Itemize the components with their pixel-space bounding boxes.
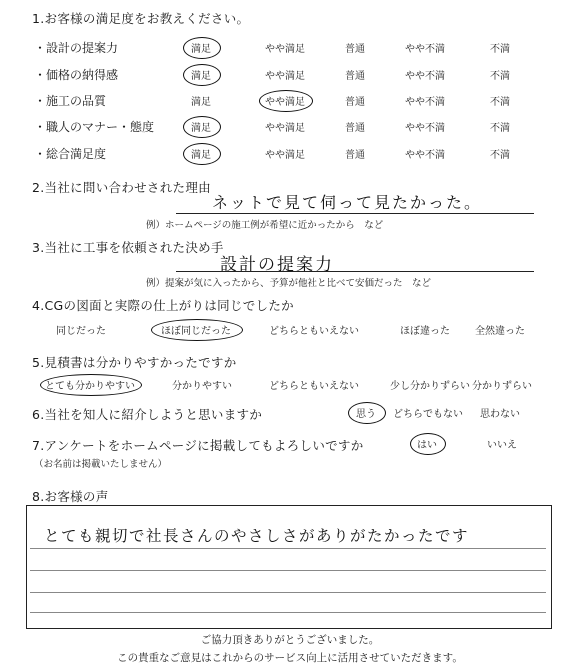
q2-answer[interactable]: ネットで見て伺って見たかった。 xyxy=(212,193,483,212)
q5-option-4[interactable]: 少し分かりずらい xyxy=(390,381,470,392)
q5-option-3[interactable]: どちらともいえない xyxy=(269,381,359,392)
voice-line-3 xyxy=(30,592,546,593)
q6-option-1[interactable]: 思う xyxy=(356,409,376,420)
q4-title: 4.CGの図面と実際の仕上がりは同じでしたか xyxy=(32,298,294,313)
q1-row-label-2: ・価格の納得感 xyxy=(34,68,119,82)
footer-note: この貴重なご意見はこれからのサービス向上に活用させていただきます。 xyxy=(117,652,463,664)
q3-answer[interactable]: 設計の提案力 xyxy=(220,255,334,275)
voice-line-1 xyxy=(30,548,546,549)
q8-title: 8.お客様の声 xyxy=(32,489,109,504)
q1-row4-option-1[interactable]: 満足 xyxy=(191,123,211,134)
q1-row-label-5: ・総合満足度 xyxy=(34,147,107,161)
q1-row3-option-3[interactable]: 普通 xyxy=(345,97,365,108)
q1-row5-option-5[interactable]: 不満 xyxy=(490,150,510,161)
q1-row3-option-1[interactable]: 満足 xyxy=(191,97,211,108)
q5-option-1[interactable]: とても分かりやすい xyxy=(45,381,135,392)
q4-option-5[interactable]: 全然違った xyxy=(475,326,525,337)
q1-row3-option-4[interactable]: やや不満 xyxy=(405,97,445,108)
q7-option-1[interactable]: はい xyxy=(417,440,437,451)
q1-row1-option-2[interactable]: やや満足 xyxy=(265,44,305,55)
q7-option-2[interactable]: いいえ xyxy=(487,440,517,451)
q1-row-label-3: ・施工の品質 xyxy=(34,94,107,108)
q2-answer-line xyxy=(176,213,534,214)
q1-row2-option-3[interactable]: 普通 xyxy=(345,71,365,82)
q1-row5-option-4[interactable]: やや不満 xyxy=(405,150,445,161)
q1-row4-option-3[interactable]: 普通 xyxy=(345,123,365,134)
q1-row5-option-1-circle xyxy=(183,143,221,165)
q1-row2-option-1[interactable]: 満足 xyxy=(191,71,211,82)
q1-title: 1.お客様の満足度をお教えください。 xyxy=(32,11,250,26)
q1-row2-option-1-circle xyxy=(183,64,221,86)
q3-answer-line xyxy=(176,271,534,272)
q1-row2-option-5[interactable]: 不満 xyxy=(490,71,510,82)
q1-row4-option-2[interactable]: やや満足 xyxy=(265,123,305,134)
q5-title: 5.見積書は分かりやすかったですか xyxy=(32,355,237,370)
q1-row-label-1: ・設計の提案力 xyxy=(34,41,119,55)
q7-title: 7.アンケートをホームページに掲載してもよろしいですか xyxy=(32,438,364,453)
q1-row1-option-1-circle xyxy=(183,37,221,59)
q1-row-label-4: ・職人のマナー・態度 xyxy=(34,120,155,134)
q1-row5-option-3[interactable]: 普通 xyxy=(345,150,365,161)
q5-option-5[interactable]: 分かりずらい xyxy=(472,381,532,392)
q7-option-1-circle xyxy=(410,433,446,455)
q7-note: （お名前は掲載いたしません） xyxy=(34,459,168,470)
q5-option-2[interactable]: 分かりやすい xyxy=(172,381,232,392)
q1-row2-option-4[interactable]: やや不満 xyxy=(405,71,445,82)
q4-option-2-circle xyxy=(151,319,243,341)
q1-row1-option-5[interactable]: 不満 xyxy=(490,44,510,55)
q8-answer[interactable]: とても親切で社長さんのやさしさがありがたかったです xyxy=(44,527,470,545)
q4-option-2[interactable]: ほぼ同じだった xyxy=(161,326,231,337)
q1-row4-option-4[interactable]: やや不満 xyxy=(405,123,445,134)
voice-line-4 xyxy=(30,612,546,613)
q1-row4-option-1-circle xyxy=(183,116,221,138)
q1-row1-option-3[interactable]: 普通 xyxy=(345,44,365,55)
q5-option-1-circle xyxy=(40,374,142,396)
q6-title: 6.当社を知人に紹介しようと思いますか xyxy=(32,407,263,422)
q6-option-2[interactable]: どちらでもない xyxy=(393,409,463,420)
q4-option-4[interactable]: ほぼ違った xyxy=(400,326,450,337)
q3-example: 例）提案が気に入ったから、予算が他社と比べて安価だった など xyxy=(146,278,432,289)
q1-row5-option-2[interactable]: やや満足 xyxy=(265,150,305,161)
q4-option-1[interactable]: 同じだった xyxy=(56,326,106,337)
q4-option-3[interactable]: どちらともいえない xyxy=(269,326,359,337)
q2-title: 2.当社に問い合わせされた理由 xyxy=(32,180,211,195)
voice-line-2 xyxy=(30,570,546,571)
q1-row3-option-5[interactable]: 不満 xyxy=(490,97,510,108)
q1-row5-option-1[interactable]: 満足 xyxy=(191,150,211,161)
footer-thanks: ご協力頂きありがとうございました。 xyxy=(200,634,380,646)
q1-row3-option-2[interactable]: やや満足 xyxy=(265,97,305,108)
q1-row1-option-4[interactable]: やや不満 xyxy=(405,44,445,55)
q3-title: 3.当社に工事を依頼された決め手 xyxy=(32,240,224,255)
q1-row1-option-1[interactable]: 満足 xyxy=(191,44,211,55)
q6-option-3[interactable]: 思わない xyxy=(480,409,520,420)
q1-row4-option-5[interactable]: 不満 xyxy=(490,123,510,134)
q1-row2-option-2[interactable]: やや満足 xyxy=(265,71,305,82)
q2-example: 例）ホームページの施工例が希望に近かったから など xyxy=(146,220,384,231)
